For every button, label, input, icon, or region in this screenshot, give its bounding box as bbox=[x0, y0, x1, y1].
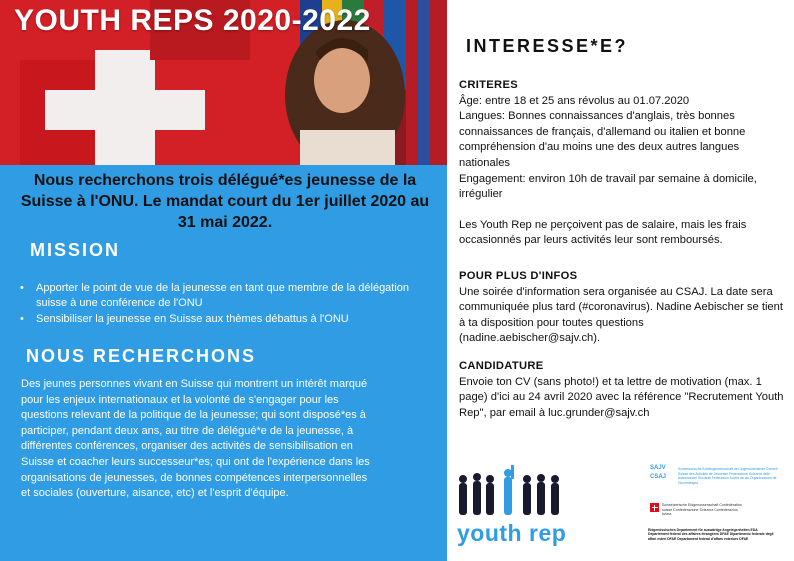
candidature-heading: CANDIDATURE bbox=[459, 360, 544, 372]
header-photo bbox=[0, 0, 447, 165]
sajv-logo-bottom: CSAJ bbox=[650, 474, 667, 480]
infos-body: Une soirée d'information sera organisée au CSAJ. La date sera communiquée plus tard (#coronavirus). Nadine Aebischer se tient à ta disposition pour toutes questions (nadine.aebischer@sajv.ch). bbox=[459, 285, 783, 345]
youth-rep-logo-text: youth rep bbox=[457, 520, 567, 546]
candidature-section bbox=[459, 359, 785, 421]
criteres-langues: Langues: Bonnes connaissances d'anglais, très bonnes connaissances de français, d'allemand ou italien et bonne compréhension d'au moins une des deux autres langues nationales bbox=[459, 110, 746, 169]
infos-section bbox=[459, 269, 785, 347]
candidature-body: Envoie ton CV (sans photo!) et ta lettre de motivation (max. 1 page) d'ici au 24 avril 2020 avec la référence "Recrutement Youth Rep", par email à luc.grunder@sajv.ch bbox=[459, 375, 784, 419]
criteres-section bbox=[459, 78, 785, 249]
mission-item: • Sensibiliser la jeunesse en Suisse aux thèmes débattus à l'ONU bbox=[18, 312, 436, 327]
mission-item: • Apporter le point de vue de la jeunesse en tant que membre de la délégation suisse à une conférence de l'ONU bbox=[18, 281, 436, 311]
recherchons-body: Des jeunes personnes vivant en Suisse qui montrent un intérêt marqué pour les enjeux internationaux et la volonté de s'engager pour les questions relevant de la politique de la jeunesse; qui sont disposé*es à participer, pendant deux ans, au titre de délégué*e de la jeunesse, à différentes conférences, organiser des activités de sensibilisation en Suisse et coacher leurs successeur*es; qui ont de l'expérience dans les organisations de jeunesses, de bonnes compétences interpersonnelles et sociales (ouverture, aisance, etc) et l'esprit d'équipe. bbox=[21, 378, 370, 500]
criteres-age: Âge: entre 18 et 25 ans révolus au 01.07.2020 bbox=[459, 94, 690, 107]
interesse-heading: INTERESSE*E? bbox=[466, 36, 629, 56]
dfae-text: Eidgenössisches Departement für auswärtige Angelegenheiten EDA Département fédéral des affaires étrangères DFAE Dipartimento federale degli affari esteri DFAE Departament federal d'affars exteriurs DFAE bbox=[648, 528, 774, 541]
intro-text: Nous recherchons trois délégué*es jeunesse de la Suisse à l'ONU. Le mandat court du 1er juillet 2020 au 31 mai 2022. bbox=[20, 172, 430, 231]
confederation-text: Schweizerische Eidgenossenschaft Confédération suisse Confederazione Svizzera Confederaziun svizra bbox=[662, 503, 742, 517]
recherchons-heading: NOUS RECHERCHONS bbox=[26, 346, 257, 366]
criteres-salaire: Les Youth Rep ne perçoivent pas de salaire, mais les frais occasionnés par leurs activités leur sont remboursés. bbox=[459, 218, 747, 247]
criteres-heading: CRITERES bbox=[459, 79, 518, 91]
sajv-description: Schweizerische Arbeitsgemeinschaft der Jugendverbände Conseil Suisse des Activités de Jeunesse Federazione Svizzera delle Associazioni Giovanili Federaziun Svizra da las Organisaziuns da Giuventetgna bbox=[678, 467, 778, 485]
sajv-logo-top: SAJV bbox=[650, 465, 666, 471]
swiss-cross-icon bbox=[650, 503, 659, 512]
banner-title: YOUTH REPS 2020-2022 bbox=[14, 4, 371, 37]
criteres-engagement: Engagement: environ 10h de travail par semaine à domicile, irrégulier bbox=[459, 172, 757, 201]
infos-heading: POUR PLUS D'INFOS bbox=[459, 270, 578, 282]
mission-list bbox=[18, 281, 436, 328]
mission-heading: MISSION bbox=[30, 240, 121, 260]
